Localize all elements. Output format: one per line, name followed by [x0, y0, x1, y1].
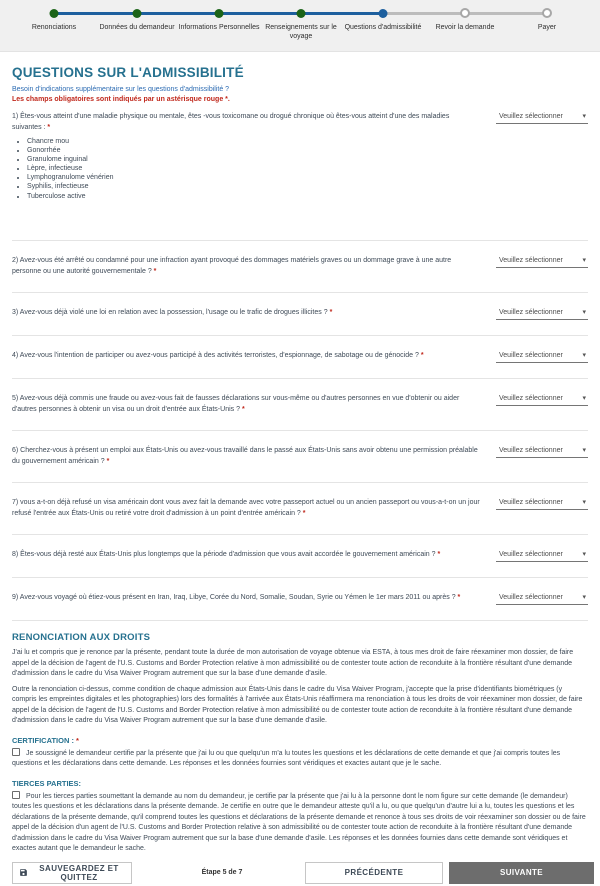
- disease-item: • Chancre mou: [27, 138, 480, 147]
- step-label: Payer: [537, 24, 557, 31]
- chevron-down-icon: ▾: [582, 257, 586, 265]
- disease-item: • Gonorrhée: [27, 147, 480, 156]
- waiver-paragraph-1: J'ai lu et compris que je renonce par la présente, pendant toute la durée de mon autorisation de voyage obtenue via ESTA, à tous mes droit de faire réexaminer mon dossier, de faire appel de la décision de l'agent de l'U.S. Customs and Border Protection relative à mon admissibilité ou de contester toute action de reconduite à la frontière résultant d'une demande d'admission dans le cadre du Visa Waiver Program autrement que sur la base d'une demande d'asile.: [12, 649, 574, 678]
- step-label: Renonciations: [31, 24, 77, 31]
- required-asterisk: *: [153, 267, 157, 275]
- required-asterisk: *: [106, 457, 110, 465]
- step-dot-upcoming-icon: [460, 8, 470, 18]
- question-text: 3) Avez-vous déjà violé une loi en relation avec la possession, l'usage ou le trafic de drogues illicites ? *: [12, 309, 333, 317]
- chevron-down-icon: ▾: [582, 352, 586, 360]
- certification-title: CERTIFICATION : *: [12, 735, 79, 745]
- disease-item: • Granulome inguinal: [27, 156, 480, 165]
- question-4-select[interactable]: Veuillez sélectionner ▾: [496, 352, 588, 363]
- step-label: Revoir la demande: [435, 24, 495, 31]
- question-6-select[interactable]: Veuillez sélectionner ▾: [496, 447, 588, 458]
- chevron-down-icon: ▾: [582, 395, 586, 403]
- question-row-5: [12, 379, 588, 431]
- question-text: 5) Avez-vous déjà commis une fraude ou avez-vous fait de fausses déclarations sur vous-même ou d'autres personnes en vue d'obtenir ou aider d'autres personnes à obtenir un visa ou un droit d'entrée aux États-Unis ? *: [12, 395, 460, 413]
- question-2-select[interactable]: Veuillez sélectionner ▾: [496, 257, 588, 268]
- step-dot-complete-icon: [133, 9, 142, 18]
- step-dot-complete-icon: [50, 9, 59, 18]
- step-dot-current-icon: [379, 9, 388, 18]
- question-text: 8) Êtes-vous déjà resté aux États-Unis plus longtemps que la période d'admission que vous avait accordée le gouvernement américain ? *: [12, 551, 441, 559]
- step-label: Informations Personnelles: [178, 24, 260, 31]
- disease-list: [27, 138, 480, 201]
- chevron-down-icon: ▾: [582, 594, 586, 602]
- question-1-select[interactable]: Veuillez sélectionner ▾: [496, 113, 588, 124]
- question-row-8: [12, 535, 588, 578]
- question-9-select[interactable]: Veuillez sélectionner ▾: [496, 594, 588, 605]
- page-title: QUESTIONS SUR L'ADMISSIBILITÉ: [12, 65, 244, 80]
- waiver-paragraph-2: Outre la renonciation ci-dessus, comme condition de chaque admission aux États-Unis dans le cadre du Visa Waiver Program, j'accepte que la prise d'identifiants biométriques (y compris les empreintes digitales et les photographies) lors des formalités à l'arrivée aux États-Unis réaffirmera ma renonciation à tous les droits de voir réexaminer mon dossier, de faire appel de la décision de l'agent de l'U.S. Customs and Border Protection relative à mon admissibilité ou de contester toute action de reconduite à la frontière résultant d'une demande d'admission dans le cadre du Visa Waiver Program autrement que sur la base d'une demande d'asile.: [12, 685, 583, 725]
- disease-item: • Lymphogranulome vénérien: [27, 174, 480, 183]
- next-button[interactable]: SUIVANTE: [449, 862, 594, 884]
- question-row-9: [12, 578, 588, 621]
- required-asterisk: *: [47, 123, 51, 131]
- question-text: 4) Avez-vous l'intention de participer ou avez-vous participé à des activités terroristes, d'espionnage, de sabotage ou de génocide ? *: [12, 352, 424, 360]
- question-7-select[interactable]: Veuillez sélectionner ▾: [496, 499, 588, 510]
- question-text: 9) Avez-vous voyagé où étiez-vous présent en Iran, Iraq, Libye, Corée du Nord, Somalie, Soudan, Syrie ou Yémen le 1er mars 2011 ou après ? *: [12, 594, 461, 602]
- step-label: Renseignements sur le voyage: [265, 24, 337, 40]
- waiver-section-title: RENONCIATION AUX DROITS: [12, 632, 151, 644]
- question-text: 2) Avez-vous été arrêté ou condamné pour une infraction ayant provoqué des dommages matériels graves ou un dommage grave à une autre personne ou une autorité gouvernementale ? *: [12, 257, 452, 275]
- disease-item: • Lèpre, infectieuse: [27, 165, 480, 174]
- third-parties-checkbox[interactable]: [12, 791, 20, 799]
- question-3-select[interactable]: Veuillez sélectionner ▾: [496, 309, 588, 320]
- step-dot-complete-icon: [215, 9, 224, 18]
- question-row-3: [12, 293, 588, 336]
- question-row-7: [12, 483, 588, 535]
- required-asterisk: *: [457, 594, 461, 602]
- step-dot-complete-icon: [297, 9, 306, 18]
- question-row-2: [12, 241, 588, 293]
- step-label: Données du demandeur: [99, 24, 175, 31]
- save-and-quit-button[interactable]: SAUVEGARDEZ ET QUITTEZ: [12, 862, 132, 884]
- question-row-1: [12, 109, 588, 241]
- chevron-down-icon: ▾: [582, 551, 586, 559]
- step-dot-upcoming-icon: [542, 8, 552, 18]
- disease-item: • Syphilis, infectieuse: [27, 183, 480, 192]
- eligibility-help-link[interactable]: Besoin d'indications supplémentaire sur les questions d'admissibilité ?: [12, 86, 230, 93]
- disease-item: • Tuberculose active: [27, 193, 480, 202]
- step-indicator: Étape 5 de 7: [201, 869, 243, 877]
- required-asterisk: *: [437, 551, 441, 559]
- required-asterisk: *: [241, 405, 245, 413]
- eligibility-form: [0, 65, 600, 886]
- third-parties-statement: Pour les tierces parties soumettant la demande au nom du demandeur, je certifie par la présente que j'ai lu à la personne dont le nom figure sur cette demande (le demandeur) toutes les questions et les déclarations dans la présente demande. Je certifie en outre que le demandeur atteste qu'il a lu, ou que quelqu'un d'autre lui a lu, toutes les questions et les déclarations de la présente demande, qu'il comprend toutes les questions et déclarations de la présente demande et renonce à tous ses droits de voir réexaminer son dossier ou de faire appel de la décision d'un agent de l'U.S. Customs and Border Protection relative à son admissibilité ou de contester toute action de reconduite à la frontière résultant d'une demande d'admission dans le cadre du Visa Waiver Program autrement que sur la base d'une demande d'asile. Les réponses et les données fournies dans cette demande sont véridiques et exactes autant que le demandeur le sache.: [12, 792, 586, 853]
- required-asterisk: *: [302, 509, 306, 517]
- question-row-6: [12, 431, 588, 483]
- form-footer: [12, 862, 588, 886]
- question-row-4: [12, 336, 588, 379]
- required-fields-note: Les champs obligatoires sont indiqués par un astérisque rouge *.: [12, 96, 230, 103]
- certification-checkbox[interactable]: [12, 748, 20, 756]
- question-text: 7) vous a-t-on déjà refusé un visa américain dont vous avez fait la demande avec votre passeport actuel ou un ancien passeport ou vous-a-t-on un jour refusé l'entrée aux États-Unis ou retiré votre droit d'admission à un point d'entrée américain ? *: [12, 499, 480, 517]
- previous-button[interactable]: PRÉCÉDENTE: [305, 862, 443, 884]
- required-asterisk: *: [76, 735, 79, 745]
- question-8-select[interactable]: Veuillez sélectionner ▾: [496, 551, 588, 562]
- question-text: 1) Êtes-vous atteint d'une maladie physique ou mentale, êtes -vous toxicomane ou drogué chronique où êtes-vous atteint d'une des maladies suivantes : * • Chancre mou • Gonorrhée • Granulome inguinal • Lèpre, infectieuse • Lymphogranulome vénérien • Syphilis, infectieuse • Tuberculose active: [12, 112, 480, 225]
- required-asterisk: *: [329, 309, 333, 317]
- chevron-down-icon: ▾: [582, 447, 586, 455]
- progress-stepper: [0, 0, 600, 52]
- certification-statement: Je soussigné le demandeur certifie par la présente que j'ai lu ou que quelqu'un m'a lu toutes les questions et les déclarations de cette demande et que j'ai compris toutes les questions et les déclarations dans cette demande. Les réponses et les données fournies sont véridiques et exactes autant que je le sache.: [12, 749, 561, 768]
- required-asterisk: *: [420, 352, 424, 360]
- chevron-down-icon: ▾: [582, 113, 586, 120]
- question-5-select[interactable]: Veuillez sélectionner ▾: [496, 395, 588, 406]
- third-parties-title: TIERCES PARTIES:: [12, 778, 82, 788]
- step-label: Questions d'admissibilité: [344, 24, 422, 31]
- save-icon: [19, 868, 28, 877]
- chevron-down-icon: ▾: [582, 309, 586, 317]
- question-text: 6) Cherchez-vous à présent un emploi aux États-Unis ou avez-vous travaillé dans le passé aux États-Unis sans avoir obtenu une permission préalable du gouvernement américain ? *: [12, 447, 478, 465]
- chevron-down-icon: ▾: [582, 499, 586, 507]
